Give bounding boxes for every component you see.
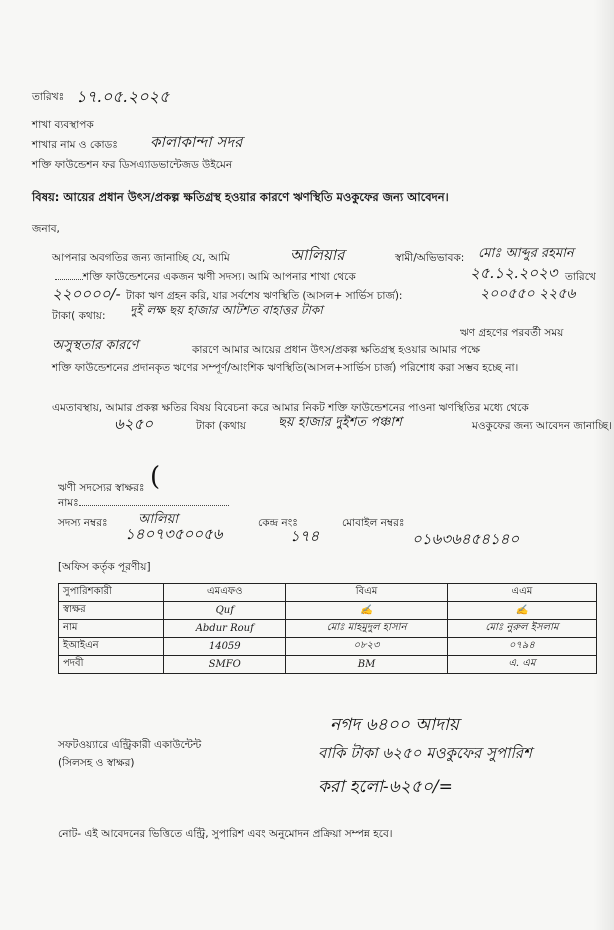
body-p1-a: আপনার অবগতির জন্য জানাচ্ছি যে, আমি [52,252,230,264]
branch-value: কালাকান্দা সদর [150,133,243,151]
loan-amount: ২২০০০০/- [52,285,121,303]
body-p1-e: কারণে আমার আয়ের প্রধান উৎস/প্রকল্প ক্ষতিগ্রস্থ হওয়ার আমার পক্ষে [192,344,480,356]
row-label: নাম [59,620,164,638]
body-p1-c: টাকা ঋণ গ্রহন করি, যার সর্বশেষ ঋণস্থিতি (আসল+ সার্ভিস চার্জ): [126,290,403,302]
guardian-label: স্বামী/অভিভাবক: [395,252,465,264]
table-row [59,602,597,620]
taka-words-label: টাকা( কথায়: [52,310,106,322]
am-designation: এ. এম [447,656,596,674]
table-row [59,638,597,656]
footer-note: নোট- এই আবেদনের ভিত্তিতে এন্ট্রি, সুপারিশ এবং অনুমোদন প্রক্রিয়া সম্পন্ন হবে। [58,828,393,840]
row-label: পদবী [59,656,164,674]
loan-balance: ২০০৫৫০ ২২৫৬ [480,286,576,302]
body-p1-d: ঋণ গ্রহণের পরবর্তী সময় [460,327,564,339]
member-no-label: সদস্য নম্বরঃ [58,517,108,529]
am-ein: ০৭৯৪ [447,638,596,656]
body-p2-c: মওকুফের জন্য আবেদন জানাচ্ছি। [472,420,612,432]
accountant-line-2: (সিলসহ ও স্বাক্ষর) [58,757,135,769]
mfo-name: Abdur Rouf [164,620,286,638]
waiver-amount: ৬২৫০ [114,415,153,433]
addressee-manager: শাখা ব্যবস্থাপক [32,119,94,131]
member-name-label: নামঃ [58,496,229,510]
member-signature: ( [150,462,161,492]
mobile-no: ০১৬৩৬৪৫৪১৪০ [412,530,520,548]
table-header: এমএফও [164,584,286,602]
office-title: [অফিস কর্তৃক পূরণীয়] [58,561,151,573]
table-header: বিএম [286,584,448,602]
bm-ein: ০৮২৩ [286,638,448,656]
body-p1-b: শক্তি ফাউন্ডেশনের একজন ঋণী সদস্য। আমি আপনার শাখা থেকে [55,270,356,284]
bm-designation: BM [286,656,448,674]
taka-words: দুই লক্ষ ছয় হাজার আটশত বাহাত্তর টাকা [130,303,323,317]
bm-signature: ✍ [286,602,448,620]
am-signature: ✍ [447,602,596,620]
date-row [32,90,64,104]
row-label: ইআইএন [59,638,164,656]
branch-label: শাখার নাম ও কোডঃ [32,139,118,151]
center-label: কেন্দ্র নংঃ [258,517,298,529]
mobile-label: মোবাইল নম্বরঃ [342,517,405,529]
table-header-row [59,584,597,602]
handwritten-note-line-1: নগদ ৬৪০০ আদায় [330,715,459,735]
mfo-designation: SMFO [164,656,286,674]
am-name: মোঃ নুরুল ইসলাম [447,620,596,638]
handwritten-note-line-2: বাকি টাকা ৬২৫০ মওকুফের সুপারিশ [318,744,532,762]
subject: বিষয়: আয়ের প্রধান উৎস/প্রকল্প ক্ষতিগ্রস্থ হওয়ার কারণে ঋণস্থিতি মওকুফের জন্য আবেদন। [32,190,449,204]
approval-table [58,583,597,674]
loan-date: ২৫.১২.২০২৩ [470,264,558,282]
accountant-line-1: সফটওয়্যারে এন্ট্রিকারী একাউন্টেন্ট [58,739,202,751]
body-p2-a: এমতাবস্থায়, আমার প্রকল্প ক্ষতির বিষয় বিবেচনা করে আমার নিকট শক্তি ফাউন্ডেশনের পাওনা ঋণস্থিতির মধ্যে থেকে [52,402,529,414]
org-name: শক্তি ফাউন্ডেশন ফর ডিসএ্যাডভান্টেজড উইমেন [32,159,233,171]
borrower-name: আলিয়ার [290,246,345,264]
reason: অসুস্থতার কারণে [52,338,139,353]
guardian-name: মোঃ আব্দুর রহমান [478,246,574,261]
date-label: তারিখঃ [32,91,65,103]
salutation: জনাব, [32,223,60,235]
body-p1-f: শক্তি ফাউন্ডেশনের প্রদানকৃত ঋণের সম্পূর্ণ/আংশিক ঋণস্থিতি(আসল+সার্ভিস চার্জ) পরিশোধ করা সম্ভব হচ্ছে না। [52,362,519,374]
date-value: ১৭.০৫.২০২৫ [76,87,170,106]
mfo-signature: Quf [164,602,286,620]
table-row [59,656,597,674]
center-no: ১৭৪ [290,527,320,545]
bm-name: মোঃ মাহমুদুল হাসান [286,620,448,638]
table-row [59,620,597,638]
mfo-ein: 14059 [164,638,286,656]
member-name: আলিয়া [138,512,178,527]
table-header: এএম [447,584,596,602]
waiver-words: ছয় হাজার দুইশত পঞ্চাশ [278,415,402,430]
date-word: তারিখে [565,271,596,283]
body-p2-b: টাকা (কথায় [196,420,246,432]
member-sig-label: ঋণী সদস্যের স্বাক্ষরঃ [58,482,145,494]
row-label: স্বাক্ষর [59,602,164,620]
member-no: ১৪০৭৩৫০০৫৬ [125,525,223,543]
handwritten-note-line-3: করা হলো-৬২৫০/= [318,777,453,797]
page-edge-shadow [594,0,614,930]
table-header: সুপারিশকারী [59,584,164,602]
